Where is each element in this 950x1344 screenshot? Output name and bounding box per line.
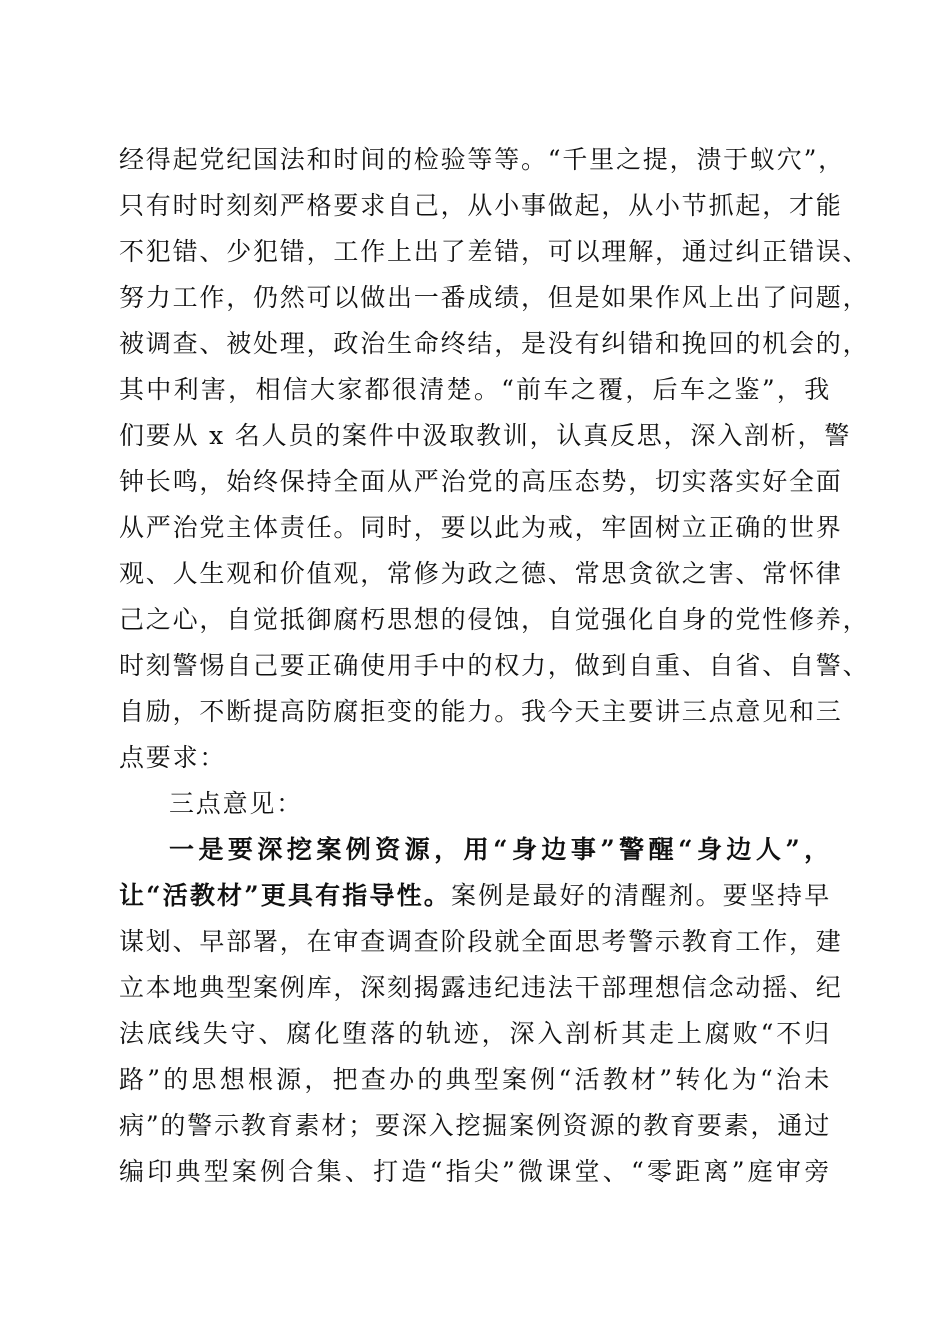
paragraph-line: 自励，不断提高防腐拒变的能力。我今天主要讲三点意见和三 [119,697,843,726]
paragraph-line: 只有时时刻刻严格要求自己，从小事做起，从小节抓起，才能 [119,191,843,220]
paragraph-line: 谋划、早部署，在审查调查阶段就全面思考警示教育工作，建 [119,927,843,956]
paragraph-line: 路”的思想根源，把查办的典型案例“活教材”转化为“治未 [119,1065,831,1094]
paragraph-line: 被调查、被处理，政治生命终结，是没有纠错和挽回的机会的， [119,329,870,358]
paragraph-line: 法底线失守、腐化堕落的轨迹，深入剖析其走上腐败“不归 [119,1019,831,1048]
bold-heading-tail: 让“活教材”更具有指导性。 [119,881,451,910]
paragraph-line: 立本地典型案例库，深刻揭露违纪违法干部理想信念动摇、纪 [119,973,843,1002]
paragraph-line: 点要求： [119,743,227,772]
paragraph-line: 病”的警示教育素材；要深入挖掘案例资源的教育要素，通过 [119,1111,831,1140]
paragraph-line: 编印典型案例合集、打造“指尖”微课堂、“零距离”庭审旁 [119,1157,831,1186]
paragraph-line: 们要从 x 名人员的案件中汲取教训，认真反思，深入剖析，警 [119,421,852,450]
paragraph-line: 钟长鸣，始终保持全面从严治党的高压态势，切实落实好全面 [119,467,843,496]
paragraph-line: 从严治党主体责任。同时，要以此为戒，牢固树立正确的世界 [119,513,843,542]
paragraph-line: 不犯错、少犯错，工作上出了差错，可以理解，通过纠正错误、 [119,237,870,266]
paragraph-text: 案例是最好的清醒剂。要坚持早 [450,881,831,910]
mixed-line [119,874,831,918]
bold-heading-line: 一是要深挖案例资源，用“身边事”警醒“身边人”， [169,835,831,864]
paragraph-line: 经得起党纪国法和时间的检验等等。“千里之提，溃于蚁穴”， [119,145,845,174]
paragraph-line: 观、人生观和价值观，常修为政之德、常思贪欲之害、常怀律 [119,559,843,588]
section-heading: 三点意见： [169,789,304,818]
paragraph-line: 时刻警惕自己要正确使用手中的权力，做到自重、自省、自警、 [119,651,870,680]
paragraph-line: 努力工作，仍然可以做出一番成绩，但是如果作风上出了问题， [119,283,870,312]
paragraph-line: 己之心，自觉抵御腐朽思想的侵蚀，自觉强化自身的党性修养， [119,605,870,634]
paragraph-line: 其中利害，相信大家都很清楚。“前车之覆，后车之鉴”，我 [119,375,831,404]
